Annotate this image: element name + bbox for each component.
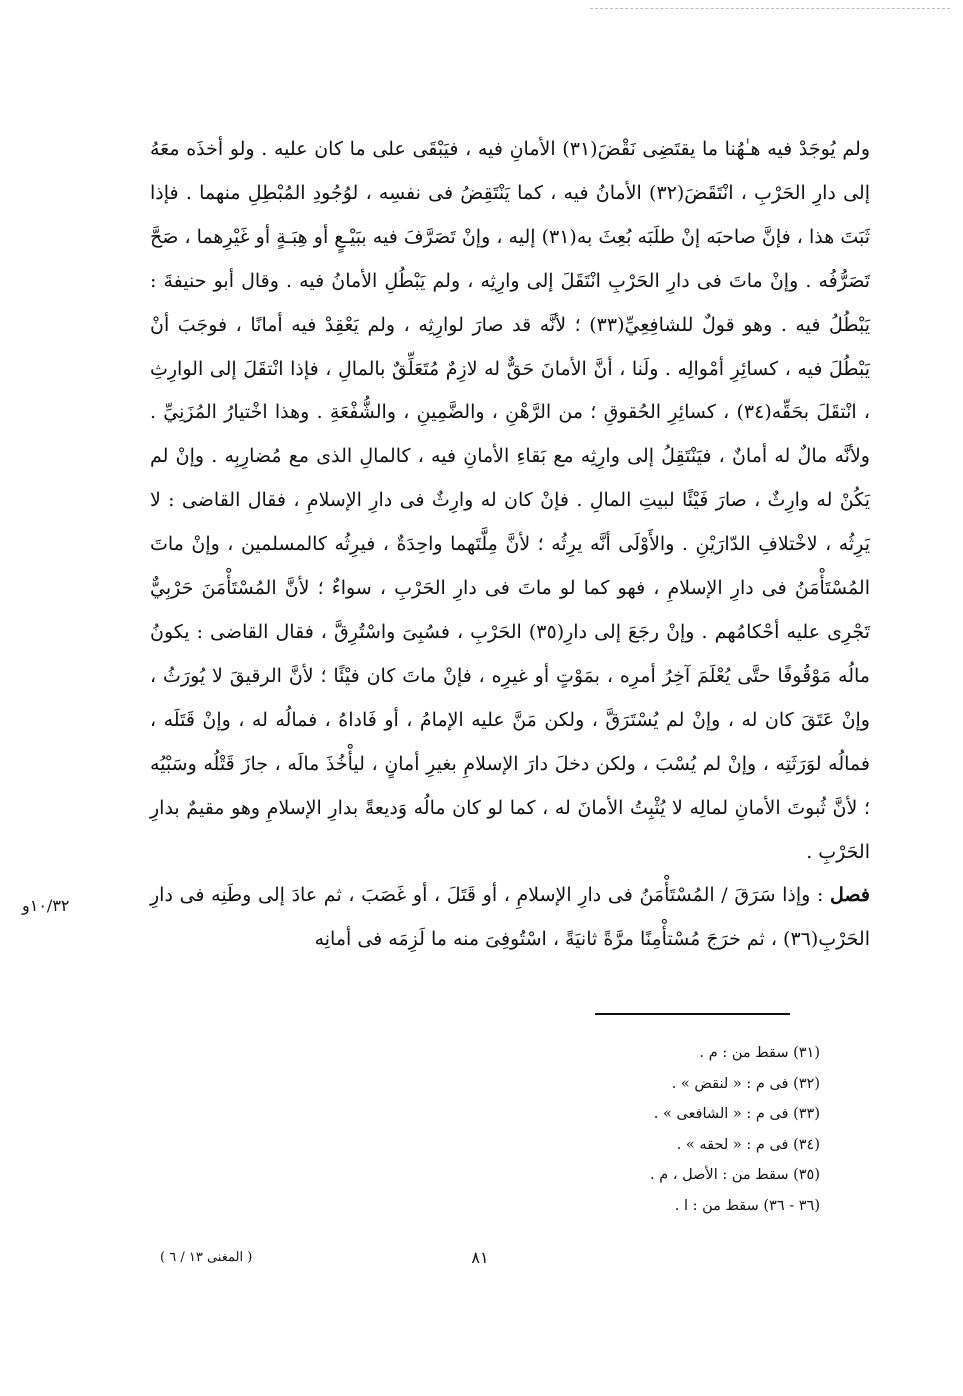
fasl-paragraph [150, 874, 870, 962]
footnote-separator [595, 1013, 790, 1015]
footnote-33: (٣٣) فى م : « الشافعى » . [653, 1106, 820, 1122]
source-reference: ( المغنى ١٣ / ٦ ) [160, 1250, 253, 1265]
footnotes [560, 1038, 820, 1221]
footnote-32: (٣٢) فى م : « لنقض » . [671, 1075, 820, 1092]
main-paragraph: ولم يُوجَدْ فيه هـٰهُنا ما يقتَضِى نَقْضَ(٣١) الأمانِ فيه ، فيَبْقَى على ما كان عليه . ولو أخذَه معَهُ إلى دارِ الحَرْبِ ، انْتَقَضَ(٣٢) الأمانُ فيه ، كما يَنْتَقِضُ فى نفسِه ، لوُجُودِ المُبْطِلِ منهما . فإذا ثَبَتَ هذا ، فإنَّ صاحبَه إنْ طلَبَه بُعِثَ به(٣١) إليه ، وإنْ تَصَرَّفَ فيه ببَيْـعٍ أو هِبَـةٍ أو غَيْرِهما ، صَحَّ تَصَرُّفُه . وإنْ ماتَ فى دارِ الحَرْبِ انْتَقَلَ إلى وارِثِه ، ولم يَبْطُلِ الأمانُ فيه . وقال أبو حنيفةَ : يَبْطُلُ فيه . وهو قولٌ للشافِعِيِّ(٣٣) ؛ لأنَّه قد صارَ لوارِثِه ، ولم يَعْقِدْ فيه أمانًا ، فوجَبَ أنْ يَبْطُلَ فيه ، كسائِرِ أمْوالِه . ولَنا ، أنَّ الأمانَ حَقٌّ له لازِمٌ مُتَعَلِّقٌ بالمالِ ، فإذا انْتقَلَ إلى الوارِثِ ، انْتقَلَ بحَقِّه(٣٤) ، كسائِرِ الحُقوقِ ؛ من الرَّهْنِ ، والضَّمِينِ ، والشُّفْعَةِ . وهذا اخْتيارُ المُزَنِيِّ . ولأنَّه مالٌ له أمانٌ ، فيَنْتَقِلُ إلى وارِثِه مع بَقاءِ الأمانِ فيه ، كالمالِ الذى مع مُضارِبِه . وإنْ لم يَكُنْ له وارِثٌ ، صارَ فَيْئًا لبيتِ المالِ . فإنْ كان له وارِثٌ فى دارِ الإسلامِ ، فقال القاضى : لا يَرِثُه ، لاخْتلافِ الدّارَيْنِ . والأَوْلَى أنَّه يرِثُه ؛ لأنَّ مِلَّتَهما واحِدَةٌ ، فيرِثُه كالمسلمين ، وإنْ ماتَ المُسْتَأْمَنُ فى دارِ الإسلامِ ، فهو كما لو ماتَ فى دارِ الحَرْبِ ، سواءٌ ؛ لأنَّ المُسْتَأْمَنَ حَرْبِيٌّ تَجْرِى عليه أحْكامُهم . وإنْ رجَعَ إلى دارِ(٣٥) الحَرْبِ ، فسُبِىَ واسْتُرِقَّ ، فقال القاضى : يكونُ مالُه مَوْقُوفًا حتَّى يُعْلَمَ آخِرُ أمرِه ، بمَوْتٍ أو غيرِه ، فإنْ ماتَ كان فيْئًا ؛ لأنَّ الرقيقَ لا يُورَثُ ، وإنْ عَتَقَ كان له ، وإنْ لم يُسْتَرَقَّ ، ولكن مَنَّ عليه الإمامُ ، أو فَاداهُ ، فمالُه له ، وإنْ قَتَلَه ، فمالُه لوَرَثَتِه ، وإنْ لم يُسْبَ ، ولكن دخلَ دارَ الإسلامِ بغيرِ أمانٍ ، ليأْخُذَ مالَه ، جازَ قَتْلُه وسَبْيُه ؛ لأنَّ ثُبوتَ الأمانِ لمالِه لا يُثْبِتُ الأمانَ له ، كما لو كان مالُه وَديعةً بدارِ الإسلامِ وهو مقيمٌ بدارِ الحَرْبِ . [150, 138, 871, 863]
page-number: ٨١ [471, 1248, 489, 1267]
top-dashed-rule [590, 8, 950, 9]
main-text-block [150, 128, 870, 962]
footnote-31: (٣١) سقط من : م . [699, 1045, 820, 1061]
fasl-text: : وإذا سَرَقَ / المُسْتَأْمَنُ فى دارِ الإسلامِ ، أو قَتَلَ ، أو غَصَبَ ، ثم عادَ إلى وطَنِه فى دارِ الحَرْبِ(٣٦) ، ثم خرَجَ مُسْتأْمِنًا مرَّةً ثانيَةً ، اسْتُوفِىَ منه ما لَزِمَه فى أمانِه [150, 884, 870, 951]
footnote-35: (٣٥) سقط من : الأصل ، م . [650, 1167, 820, 1183]
footnote-34: (٣٤) فى م : « لحقه » . [676, 1136, 820, 1153]
margin-manuscript-ref: ١٠/٣٢و [22, 896, 70, 915]
fasl-heading: فصل [830, 884, 870, 907]
footnote-36: (٣٦ - ٣٦) سقط من : ا . [674, 1197, 820, 1214]
